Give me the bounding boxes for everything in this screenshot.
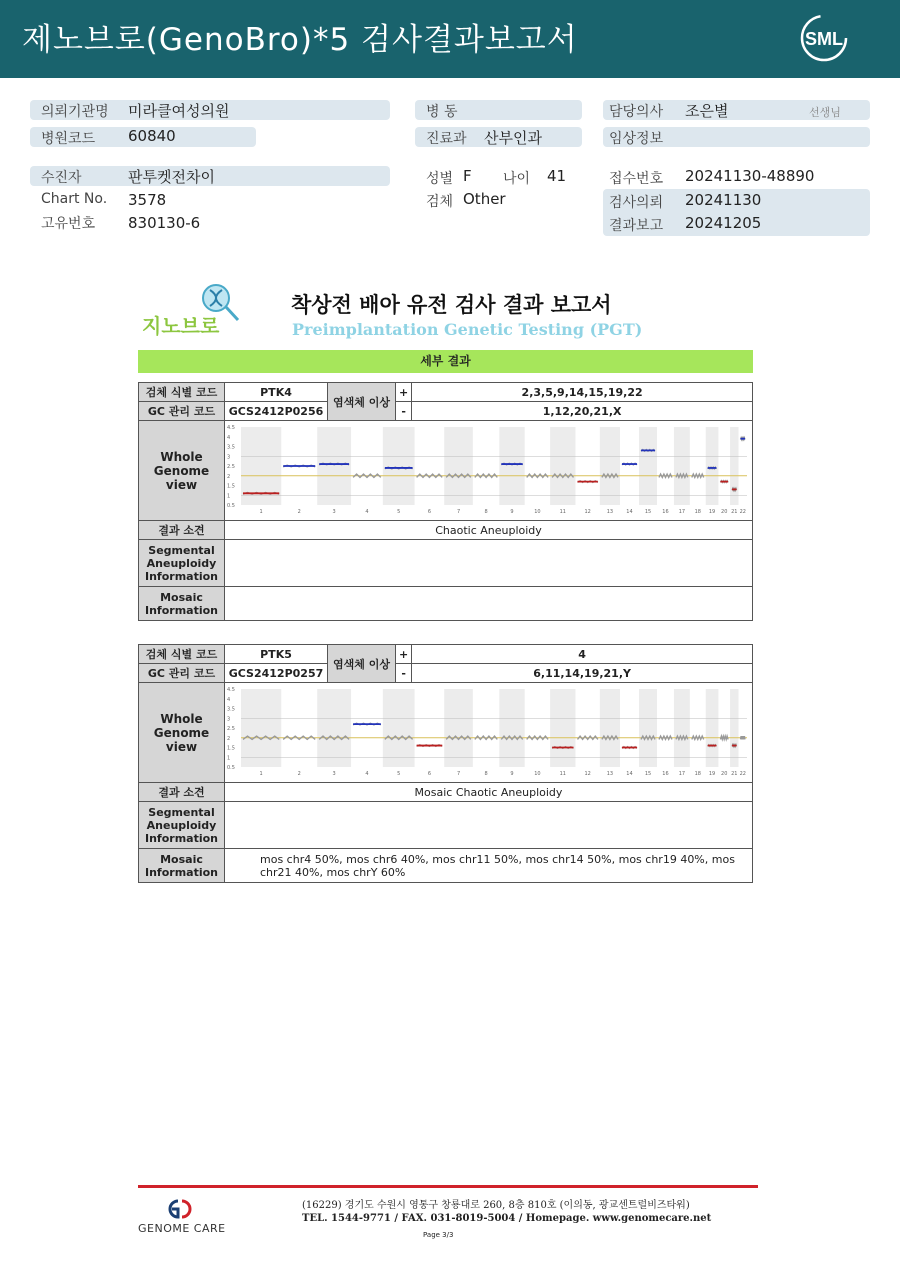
copy-number-trace <box>692 736 704 739</box>
chromosome-tick-label: 14 <box>626 509 633 515</box>
clinical-label: 임상정보 <box>609 131 664 147</box>
chromosome-band <box>444 689 473 767</box>
pgt-title: 착상전 배아 유전 검사 결과 보고서 <box>291 293 612 317</box>
minus-sign: - <box>396 664 412 683</box>
chromosome-tick-label: 1 <box>259 509 263 515</box>
sample-table-2 <box>138 644 753 883</box>
plus-chromosomes: 2,3,5,9,14,15,19,22 <box>412 383 753 402</box>
copy-number-trace <box>692 474 704 477</box>
chromosome-band <box>706 427 719 505</box>
chromosome-tick-label: 8 <box>484 509 488 515</box>
whole-genome-label: Whole Genome view <box>139 683 225 783</box>
chromosome-tick-label: 7 <box>456 509 461 515</box>
patient-label: 수진자 <box>41 170 82 186</box>
specimen-value: Other <box>463 190 506 208</box>
chromosome-tick-label: 3 <box>332 509 336 515</box>
y-tick-label: 2 <box>227 473 231 480</box>
section-title-bar: 세부 결과 <box>138 350 753 373</box>
chromosome-tick-label: 2 <box>297 771 301 777</box>
chromosome-tick-label: 9 <box>510 509 514 515</box>
chromosome-tick-label: 19 <box>708 509 716 515</box>
gc-code-value: GCS2412P0256 <box>225 402 328 421</box>
receipt-label: 접수번호 <box>609 171 664 187</box>
sample-code-label: 검체 식별 코드 <box>139 383 225 402</box>
footer-address: (16229) 경기도 수원시 영통구 창룡대로 260, 8층 810호 (이의동, 광교센트럴비즈타워) <box>302 1200 690 1211</box>
chromosome-tick-label: 22 <box>739 509 746 515</box>
gc-code-value: GCS2412P0257 <box>225 664 328 683</box>
department-value: 산부인과 <box>484 129 542 147</box>
chromosome-tick-label: 15 <box>644 509 652 515</box>
hospital-code-label: 병원코드 <box>41 131 96 147</box>
chromosome-band <box>499 427 524 505</box>
chromosome-tick-label: 6 <box>427 509 432 515</box>
chromosome-tick-label: 16 <box>662 509 669 515</box>
sex-value: F <box>463 167 472 185</box>
chromosome-tick-label: 17 <box>678 771 686 777</box>
y-tick-label: 0.5 <box>227 765 235 771</box>
report-header <box>0 0 900 78</box>
chromosome-tick-label: 1 <box>259 771 263 777</box>
sex-label: 성별 <box>426 171 454 187</box>
mosaic-label: Mosaic Information <box>139 849 225 883</box>
chromosome-band <box>600 427 620 505</box>
institution-label: 의뢰기관명 <box>41 104 109 120</box>
chromosome-tick-label: 5 <box>397 509 401 515</box>
request-label: 검사의뢰 <box>609 195 664 211</box>
chromosome-tick-label: 16 <box>662 771 669 777</box>
segmental-value <box>225 540 753 587</box>
y-tick-label: 1 <box>227 755 231 762</box>
chromosome-tick-label: 18 <box>694 771 701 777</box>
chromosome-tick-label: 3 <box>332 771 336 777</box>
footer-contact: TEL. 1544-9771 / FAX. 031-8019-5004 / Homepage. www.genomecare.net <box>302 1213 712 1224</box>
chromosome-tick-label: 15 <box>644 771 652 777</box>
y-tick-label: 3.5 <box>227 706 235 713</box>
y-tick-label: 4 <box>227 696 231 703</box>
chromosome-tick-label: 21 <box>731 771 738 777</box>
whole-genome-chart-2 <box>225 683 751 779</box>
result-label: 결과 소견 <box>139 521 225 540</box>
plus-sign: + <box>396 383 412 402</box>
chromosome-tick-label: 6 <box>427 771 432 777</box>
sml-logo-text: SML <box>805 29 843 49</box>
gc-code-label: GC 관리 코드 <box>139 664 225 683</box>
mosaic-value: mos chr4 50%, mos chr6 40%, mos chr11 50%, mos chr14 50%, mos chr19 40%, mos chr21 40%, mos chrY 60% <box>225 849 753 883</box>
y-tick-label: 4.5 <box>227 687 235 693</box>
y-tick-label: 2.5 <box>227 464 235 470</box>
chromosome-tick-label: 12 <box>584 771 591 777</box>
patient-value: 판투켓전차이 <box>128 168 215 186</box>
chromosome-tick-label: 12 <box>584 509 591 515</box>
footer-divider <box>138 1185 758 1188</box>
whole-genome-label: Whole Genome view <box>139 421 225 521</box>
chromosome-band <box>639 689 657 767</box>
chromosome-band <box>317 427 351 505</box>
specimen-label: 검체 <box>426 194 454 210</box>
chromosome-tick-label: 5 <box>397 771 401 777</box>
y-tick-label: 2.5 <box>227 726 235 732</box>
doctor-value: 조은별 <box>685 102 729 120</box>
hospital-code-value: 60840 <box>128 127 176 145</box>
minus-sign: - <box>396 402 412 421</box>
department-label: 진료과 <box>426 131 467 147</box>
plus-sign: + <box>396 645 412 664</box>
copy-number-trace <box>741 736 746 739</box>
age-value: 41 <box>547 167 567 185</box>
id-value: 830130-6 <box>128 214 201 232</box>
chromosome-tick-label: 14 <box>626 771 633 777</box>
y-tick-label: 2 <box>227 735 231 742</box>
chromosome-tick-label: 22 <box>739 771 746 777</box>
plus-chromosomes: 4 <box>412 645 753 664</box>
chromosome-band <box>383 689 415 767</box>
gc-code-label: GC 관리 코드 <box>139 402 225 421</box>
footer-address-block <box>302 1199 711 1225</box>
genobro-logo-icon <box>140 280 250 340</box>
chromosome-band <box>317 689 351 767</box>
whole-genome-chart-1 <box>225 421 751 517</box>
doctor-label: 담당의사 <box>609 104 664 120</box>
y-tick-label: 4 <box>227 434 231 441</box>
mosaic-value <box>225 587 753 621</box>
chromosome-band <box>674 427 690 505</box>
minus-chromosomes: 6,11,14,19,21,Y <box>412 664 753 683</box>
chromosome-band <box>639 427 657 505</box>
y-tick-label: 3 <box>227 454 231 461</box>
result-value: Chaotic Aneuploidy <box>225 521 753 540</box>
doctor-suffix: 선생님 <box>809 106 841 119</box>
chromosome-band <box>730 427 738 505</box>
sml-logo-icon <box>798 14 850 62</box>
sample-code-value: PTK4 <box>225 383 328 402</box>
y-tick-label: 0.5 <box>227 503 235 509</box>
chromosome-band <box>383 427 415 505</box>
chromosome-tick-label: 20 <box>721 771 728 777</box>
chromosome-tick-label: 8 <box>484 771 488 777</box>
copy-number-trace <box>720 736 728 739</box>
pgt-subtitle: Preimplantation Genetic Testing (PGT) <box>292 320 643 339</box>
receipt-value: 20241130-48890 <box>685 167 815 185</box>
chromosome-tick-label: 10 <box>534 771 541 777</box>
chromosome-tick-label: 20 <box>721 509 728 515</box>
chart-label: Chart No. <box>41 191 108 207</box>
request-value: 20241130 <box>685 191 762 209</box>
chromosome-band <box>730 689 738 767</box>
chromosome-tick-label: 11 <box>559 771 566 777</box>
age-label: 나이 <box>503 171 531 187</box>
chromosome-tick-label: 9 <box>510 771 514 777</box>
report-title: 제노브로(GenoBro)*5 검사결과보고서 <box>22 22 578 58</box>
segmental-label: Segmental Aneuploidy Information <box>139 540 225 587</box>
page-number: Page 3/3 <box>423 1231 454 1239</box>
mosaic-label: Mosaic Information <box>139 587 225 621</box>
sample-code-label: 검체 식별 코드 <box>139 645 225 664</box>
y-tick-label: 1.5 <box>227 745 235 752</box>
chromosome-tick-label: 4 <box>365 771 369 777</box>
chromosome-tick-label: 18 <box>694 509 701 515</box>
chromosome-tick-label: 2 <box>297 509 301 515</box>
y-tick-label: 4.5 <box>227 425 235 431</box>
report-date-value: 20241205 <box>685 214 762 232</box>
chromosome-band <box>241 689 281 767</box>
chart-value: 3578 <box>128 191 167 209</box>
chromosome-tick-label: 10 <box>534 509 541 515</box>
chromosome-tick-label: 11 <box>559 509 566 515</box>
id-label: 고유번호 <box>41 216 96 232</box>
y-tick-label: 1.5 <box>227 483 235 490</box>
chromosome-tick-label: 17 <box>678 509 686 515</box>
chromosome-band <box>499 689 524 767</box>
chromosome-band <box>550 689 575 767</box>
genome-care-name: GENOME CARE <box>138 1222 226 1235</box>
sample-table-1 <box>138 382 753 621</box>
result-value: Mosaic Chaotic Aneuploidy <box>225 783 753 802</box>
chromosome-tick-label: 21 <box>731 509 738 515</box>
genobro-logo-text: 지노브로 <box>142 314 220 338</box>
minus-chromosomes: 1,12,20,21,X <box>412 402 753 421</box>
institution-value: 미라클여성의원 <box>128 102 230 120</box>
chromosome-tick-label: 13 <box>606 771 614 777</box>
chromosome-band <box>550 427 575 505</box>
sample-code-value: PTK5 <box>225 645 328 664</box>
y-tick-label: 3 <box>227 716 231 723</box>
y-tick-label: 1 <box>227 493 231 500</box>
report-date-label: 결과보고 <box>609 218 664 234</box>
y-tick-label: 3.5 <box>227 444 235 451</box>
chromosome-tick-label: 7 <box>456 771 461 777</box>
abnormality-label: 염색체 이상 <box>328 383 396 421</box>
ward-label: 병 동 <box>426 104 458 120</box>
chromosome-band <box>674 689 690 767</box>
genome-care-logo-icon <box>160 1197 200 1221</box>
segmental-label: Segmental Aneuploidy Information <box>139 802 225 849</box>
chromosome-tick-label: 19 <box>708 771 716 777</box>
chromosome-tick-label: 4 <box>365 509 369 515</box>
segmental-value <box>225 802 753 849</box>
result-label: 결과 소견 <box>139 783 225 802</box>
chromosome-tick-label: 13 <box>606 509 614 515</box>
chromosome-band <box>600 689 620 767</box>
chromosome-band <box>444 427 473 505</box>
abnormality-label: 염색체 이상 <box>328 645 396 683</box>
chromosome-band <box>706 689 719 767</box>
